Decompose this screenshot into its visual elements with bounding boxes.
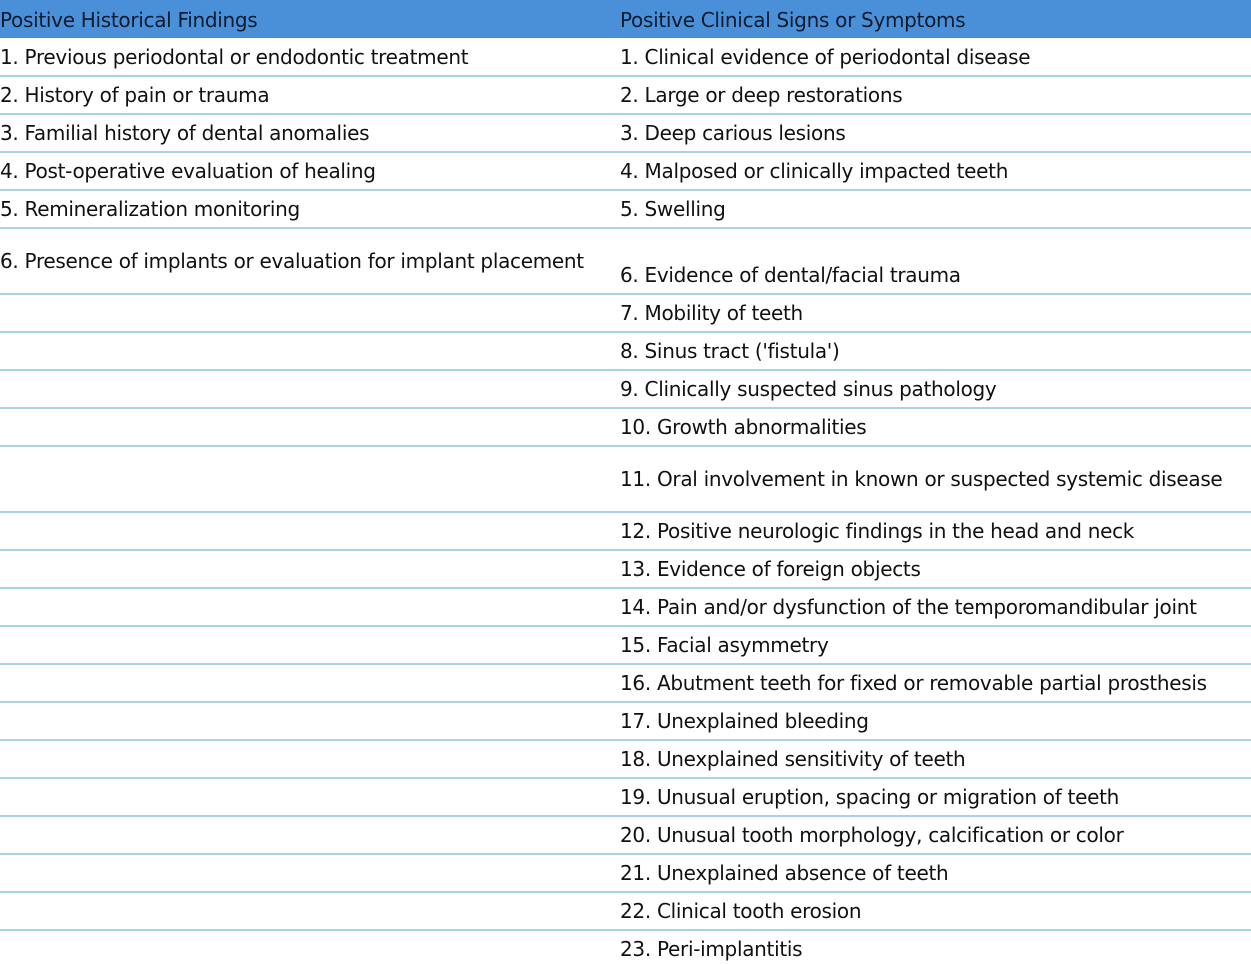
table-row: [0, 446, 1251, 512]
clinical-cell[interactable]: 12. Positive neurologic findings in the head and neck: [620, 512, 1251, 550]
historical-cell[interactable]: [0, 854, 620, 892]
table-row: [0, 626, 1251, 664]
table-row: [0, 332, 1251, 370]
table-row: [0, 740, 1251, 778]
clinical-cell[interactable]: 5. Swelling: [620, 190, 1251, 228]
historical-cell[interactable]: [0, 930, 620, 965]
table-row: [0, 778, 1251, 816]
table-row: [0, 664, 1251, 702]
clinical-cell[interactable]: 8. Sinus tract ('fistula'): [620, 332, 1251, 370]
clinical-cell[interactable]: 16. Abutment teeth for fixed or removable partial prosthesis: [620, 664, 1251, 702]
clinical-cell[interactable]: 3. Deep carious lesions: [620, 114, 1251, 152]
clinical-cell[interactable]: 10. Growth abnormalities: [620, 408, 1251, 446]
clinical-cell[interactable]: 2. Large or deep restorations: [620, 76, 1251, 114]
table-row: [0, 854, 1251, 892]
table-row: [0, 76, 1251, 114]
historical-cell[interactable]: [0, 740, 620, 778]
clinical-cell[interactable]: 14. Pain and/or dysfunction of the temporomandibular joint: [620, 588, 1251, 626]
table-row: [0, 512, 1251, 550]
historical-cell[interactable]: [0, 446, 620, 512]
table-row: [0, 892, 1251, 930]
table-row: [0, 38, 1251, 76]
historical-cell[interactable]: [0, 626, 620, 664]
table-body: [0, 38, 1251, 965]
historical-cell[interactable]: 6. Presence of implants or evaluation for implant placement: [0, 228, 620, 294]
table-row: [0, 294, 1251, 332]
table-row: [0, 550, 1251, 588]
column-header-clinical[interactable]: Positive Clinical Signs or Symptoms: [620, 0, 1251, 38]
table-row: [0, 816, 1251, 854]
clinical-cell[interactable]: 9. Clinically suspected sinus pathology: [620, 370, 1251, 408]
column-header-historical[interactable]: Positive Historical Findings: [0, 0, 620, 38]
historical-cell[interactable]: [0, 512, 620, 550]
clinical-cell[interactable]: 4. Malposed or clinically impacted teeth: [620, 152, 1251, 190]
table-row: [0, 370, 1251, 408]
historical-cell[interactable]: [0, 370, 620, 408]
table-row: [0, 588, 1251, 626]
table-row: [0, 152, 1251, 190]
header-row: [0, 0, 1251, 38]
clinical-cell[interactable]: 22. Clinical tooth erosion: [620, 892, 1251, 930]
historical-cell[interactable]: [0, 332, 620, 370]
clinical-cell[interactable]: 13. Evidence of foreign objects: [620, 550, 1251, 588]
historical-cell[interactable]: 5. Remineralization monitoring: [0, 190, 620, 228]
table-row: [0, 702, 1251, 740]
clinical-cell[interactable]: 18. Unexplained sensitivity of teeth: [620, 740, 1251, 778]
clinical-cell[interactable]: 11. Oral involvement in known or suspected systemic disease: [620, 446, 1251, 512]
clinical-cell[interactable]: 17. Unexplained bleeding: [620, 702, 1251, 740]
table-row: [0, 228, 1251, 294]
clinical-cell[interactable]: 23. Peri-implantitis: [620, 930, 1251, 965]
historical-cell[interactable]: [0, 550, 620, 588]
historical-cell[interactable]: [0, 664, 620, 702]
table-header: [0, 0, 1251, 38]
clinical-cell[interactable]: 15. Facial asymmetry: [620, 626, 1251, 664]
clinical-cell[interactable]: 6. Evidence of dental/facial trauma: [620, 228, 1251, 294]
table-row: [0, 930, 1251, 965]
clinical-cell[interactable]: 21. Unexplained absence of teeth: [620, 854, 1251, 892]
historical-cell[interactable]: 3. Familial history of dental anomalies: [0, 114, 620, 152]
historical-cell[interactable]: [0, 816, 620, 854]
historical-cell[interactable]: 4. Post-operative evaluation of healing: [0, 152, 620, 190]
clinical-cell[interactable]: 1. Clinical evidence of periodontal disease: [620, 38, 1251, 76]
table-row: [0, 190, 1251, 228]
clinical-cell[interactable]: 7. Mobility of teeth: [620, 294, 1251, 332]
historical-cell[interactable]: [0, 408, 620, 446]
historical-cell[interactable]: 2. History of pain or trauma: [0, 76, 620, 114]
historical-cell[interactable]: [0, 778, 620, 816]
historical-cell[interactable]: [0, 892, 620, 930]
table-row: [0, 114, 1251, 152]
table-row: [0, 408, 1251, 446]
clinical-cell[interactable]: 19. Unusual eruption, spacing or migration of teeth: [620, 778, 1251, 816]
historical-cell[interactable]: [0, 702, 620, 740]
historical-cell[interactable]: [0, 588, 620, 626]
historical-cell[interactable]: [0, 294, 620, 332]
historical-cell[interactable]: 1. Previous periodontal or endodontic treatment: [0, 38, 620, 76]
clinical-cell[interactable]: 20. Unusual tooth morphology, calcification or color: [620, 816, 1251, 854]
